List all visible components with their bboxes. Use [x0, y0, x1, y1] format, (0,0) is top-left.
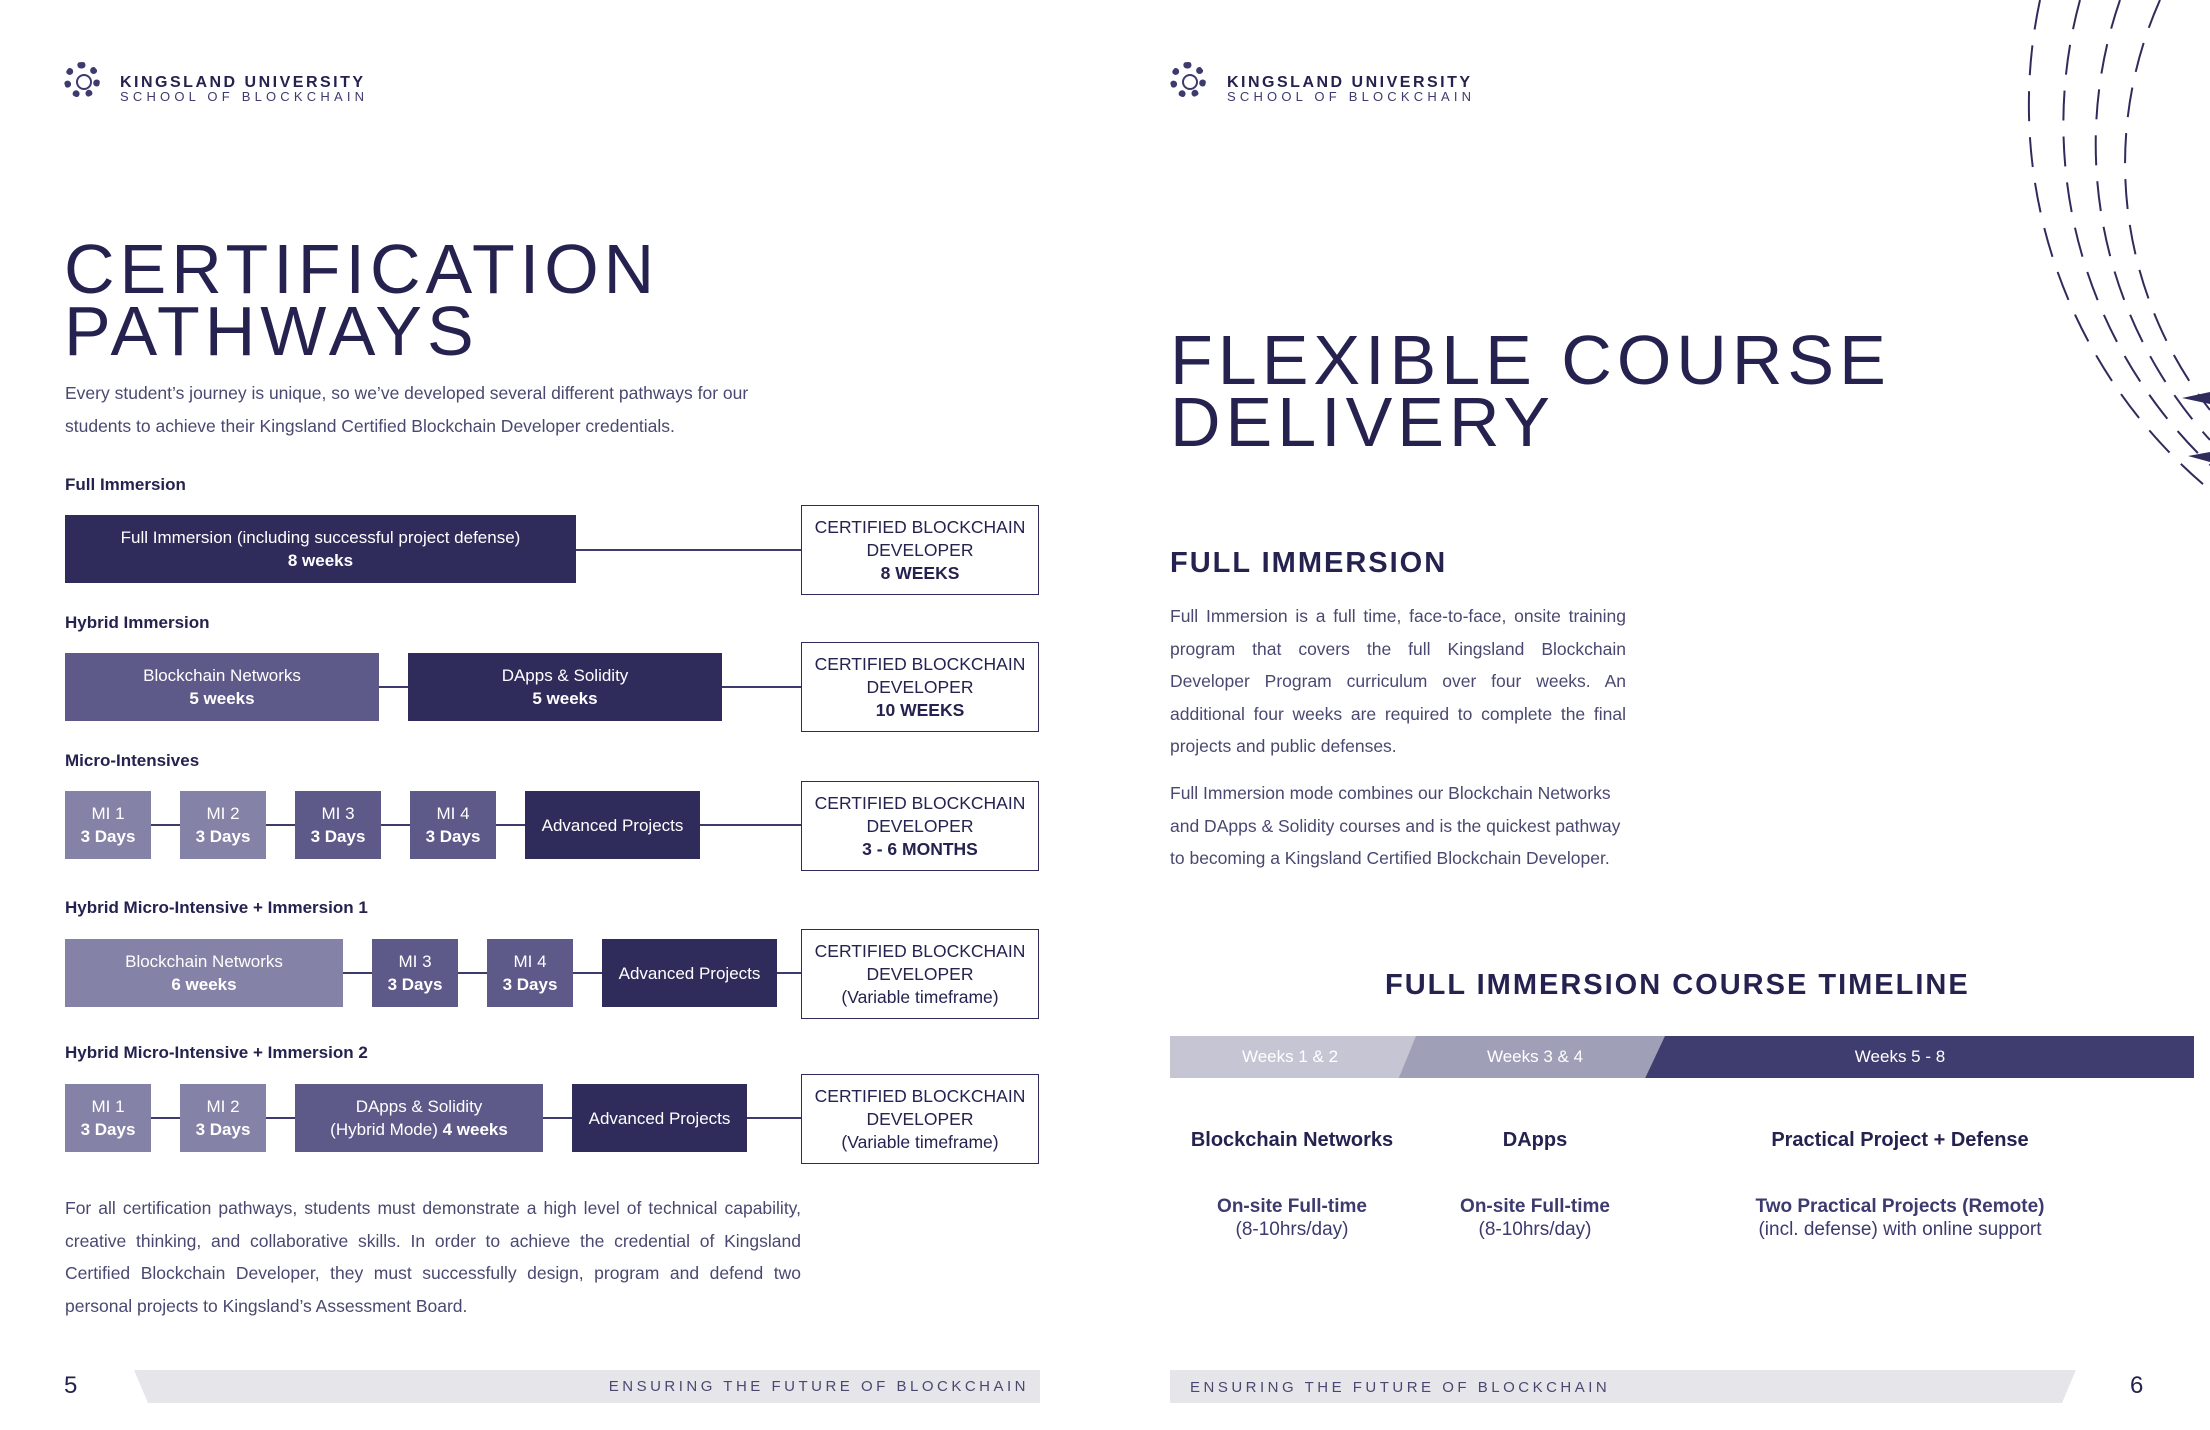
box-title: MI 3	[398, 952, 432, 971]
box-title: Full Immersion (including successful project defense)	[120, 528, 521, 547]
timeline-weeks-3: Weeks 5 - 8	[1854, 1047, 1946, 1066]
title-line-2: PATHWAYS	[64, 292, 479, 370]
footer-tagline-left: ENSURING THE FUTURE OF BLOCKCHAIN	[608, 1378, 1029, 1395]
closing-paragraph: For all certification pathways, students must demonstrate a high level of technical capability, creative thinking, and collaborative skills. In order to achieve the credential of Kingsland Certified Blockchain Developer, they must successfully design, program and defend two personal projects to Kingsland’s Assessment Board.	[65, 1198, 801, 1316]
full-immersion-box	[65, 515, 576, 583]
cert-line-2: DEVELOPER	[866, 815, 974, 836]
blockchain-networks-box	[65, 653, 379, 721]
box-title: MI 2	[206, 804, 240, 823]
box-title: Advanced Projects	[588, 1108, 731, 1128]
box-title: MI 1	[91, 804, 125, 823]
timeline-column-description	[1172, 1195, 1412, 1241]
cert-duration: 8 WEEKS	[880, 562, 960, 583]
cert-duration: (Variable timeframe)	[841, 986, 999, 1007]
section-heading-full-immersion: FULL IMMERSION	[1170, 547, 1448, 579]
box-title: MI 4	[513, 952, 547, 971]
desc-line-2: (8-10hrs/day)	[1478, 1219, 1592, 1240]
box-duration: 3 Days	[310, 827, 366, 846]
box-title: Advanced Projects	[618, 963, 761, 983]
box-duration: 3 Days	[387, 975, 443, 994]
pathway-label-full: Full Immersion	[65, 475, 186, 494]
cert-box-hmi2	[801, 1074, 1039, 1164]
box-title: MI 3	[321, 804, 355, 823]
logo-school-name: SCHOOL OF BLOCKCHAIN	[1227, 89, 1476, 104]
mi1-box	[65, 1084, 151, 1152]
arrow-head-icon	[2182, 392, 2210, 404]
mi2-box	[180, 791, 266, 859]
mi3-box	[372, 939, 458, 1007]
advanced-projects-box	[525, 791, 700, 859]
box-duration: 3 Days	[80, 1120, 136, 1139]
cert-box-full	[801, 505, 1039, 595]
box-duration: 3 Days	[195, 1120, 251, 1139]
box-title: MI 4	[436, 804, 470, 823]
connector-line	[575, 549, 802, 551]
timeline-column-heading: DApps	[1502, 1129, 1568, 1151]
pathway-label-hmi2: Hybrid Micro-Intensive + Immersion 2	[65, 1043, 368, 1062]
box-duration: 3 Days	[195, 827, 251, 846]
box-duration: 3 Days	[502, 975, 558, 994]
box-title: Blockchain Networks	[143, 666, 301, 685]
cert-box-hybrid	[801, 642, 1039, 732]
cert-duration: 3 - 6 MONTHS	[862, 838, 978, 859]
page-title-left	[64, 230, 660, 370]
box-subtitle	[330, 1118, 508, 1141]
box-title: Advanced Projects	[541, 815, 684, 835]
logo-school-name: SCHOOL OF BLOCKCHAIN	[120, 89, 369, 104]
logo-university-name: KINGSLAND UNIVERSITY	[1227, 74, 1473, 91]
dapps-hybrid-box	[295, 1084, 543, 1152]
university-logo-icon	[1170, 62, 1206, 98]
blockchain-networks-box	[65, 939, 343, 1007]
box-duration: 6 weeks	[171, 975, 237, 994]
box-title: Blockchain Networks	[125, 952, 283, 971]
cert-line-1: CERTIFIED BLOCKCHAIN	[814, 1085, 1026, 1106]
cert-duration: (Variable timeframe)	[841, 1131, 999, 1152]
cert-line-2: DEVELOPER	[866, 1108, 974, 1129]
box-duration: 5 weeks	[189, 689, 255, 708]
desc-line-2: (incl. defense) with online support	[1758, 1219, 2042, 1240]
timeline-weeks-1: Weeks 1 & 2	[1241, 1047, 1339, 1066]
cert-line-1: CERTIFIED BLOCKCHAIN	[814, 516, 1026, 537]
cert-line-2: DEVELOPER	[866, 539, 974, 560]
box-title: MI 1	[91, 1097, 125, 1116]
timeline-weeks-2: Weeks 3 & 4	[1486, 1047, 1584, 1066]
arrow-head-icon	[2188, 452, 2210, 462]
desc-line-1: Two Practical Projects (Remote)	[1755, 1196, 2045, 1217]
mi1-box	[65, 791, 151, 859]
pathway-label-hybrid: Hybrid Immersion	[65, 613, 210, 632]
timeline-column-heading: Blockchain Networks	[1190, 1129, 1394, 1151]
timeline-column-description	[1665, 1195, 2135, 1241]
desc-line-1: On-site Full-time	[1460, 1196, 1610, 1217]
page-title-right	[1170, 321, 1891, 461]
footer-tagline-right: ENSURING THE FUTURE OF BLOCKCHAIN	[1190, 1379, 1611, 1396]
advanced-projects-box	[602, 939, 777, 1007]
mi3-box	[295, 791, 381, 859]
intro-paragraph: Every student’s journey is unique, so we’ve developed several different pathways for our students to achieve their Kingsland Certified Blockchain Developer credentials.	[65, 383, 749, 436]
page-number-left: 5	[64, 1372, 78, 1399]
box-title: MI 2	[206, 1097, 240, 1116]
timeline-heading: FULL IMMERSION COURSE TIMELINE	[1385, 969, 1970, 1001]
desc-line-2: (8-10hrs/day)	[1235, 1219, 1349, 1240]
box-title: DApps & Solidity	[355, 1097, 483, 1116]
timeline-column-description	[1415, 1195, 1655, 1241]
pathway-label-micro: Micro-Intensives	[65, 751, 200, 770]
timeline-column-heading: Practical Project + Defense	[1771, 1129, 2029, 1151]
mi4-box	[410, 791, 496, 859]
full-immersion-paragraph-1: Full Immersion is a full time, face-to-face, onsite training program that covers the full Kingsland Blockchain Developer Program curriculum over four weeks. An additional four weeks are required to complete the final projects and public defenses.	[1170, 606, 1626, 756]
dapps-solidity-box	[408, 653, 722, 721]
logo-university-name: KINGSLAND UNIVERSITY	[120, 74, 366, 91]
page-number-right: 6	[2130, 1372, 2144, 1399]
box-duration: 3 Days	[80, 827, 136, 846]
box-mode: (Hybrid Mode)	[330, 1120, 443, 1139]
title-line-2: DELIVERY	[1170, 383, 1555, 461]
cert-line-1: CERTIFIED BLOCKCHAIN	[814, 940, 1026, 961]
cert-line-1: CERTIFIED BLOCKCHAIN	[814, 792, 1026, 813]
box-duration: 3 Days	[425, 827, 481, 846]
desc-line-1: On-site Full-time	[1217, 1196, 1367, 1217]
mi2-box	[180, 1084, 266, 1152]
box-duration: 4 weeks	[442, 1120, 508, 1139]
mi4-box	[487, 939, 573, 1007]
title-line-1: FLEXIBLE COURSE	[1170, 321, 1891, 399]
cert-box-hmi1	[801, 929, 1039, 1019]
cert-line-1: CERTIFIED BLOCKCHAIN	[814, 653, 1026, 674]
cert-duration: 10 WEEKS	[875, 699, 965, 720]
university-logo-icon	[64, 62, 100, 98]
cert-line-2: DEVELOPER	[866, 963, 974, 984]
title-line-1: CERTIFICATION	[64, 230, 660, 308]
full-immersion-paragraph-2: Full Immersion mode combines our Blockchain Networks and DApps & Solidity courses and is the quickest pathway to becoming a Kingsland Certified Blockchain Developer.	[1170, 783, 1621, 868]
box-duration: 5 weeks	[532, 689, 598, 708]
cert-line-2: DEVELOPER	[866, 676, 974, 697]
advanced-projects-box	[572, 1084, 747, 1152]
box-duration: 8 weeks	[287, 551, 354, 570]
box-title: DApps & Solidity	[501, 666, 629, 685]
pathway-label-hmi1: Hybrid Micro-Intensive + Immersion 1	[65, 898, 368, 917]
cert-box-micro	[801, 781, 1039, 871]
